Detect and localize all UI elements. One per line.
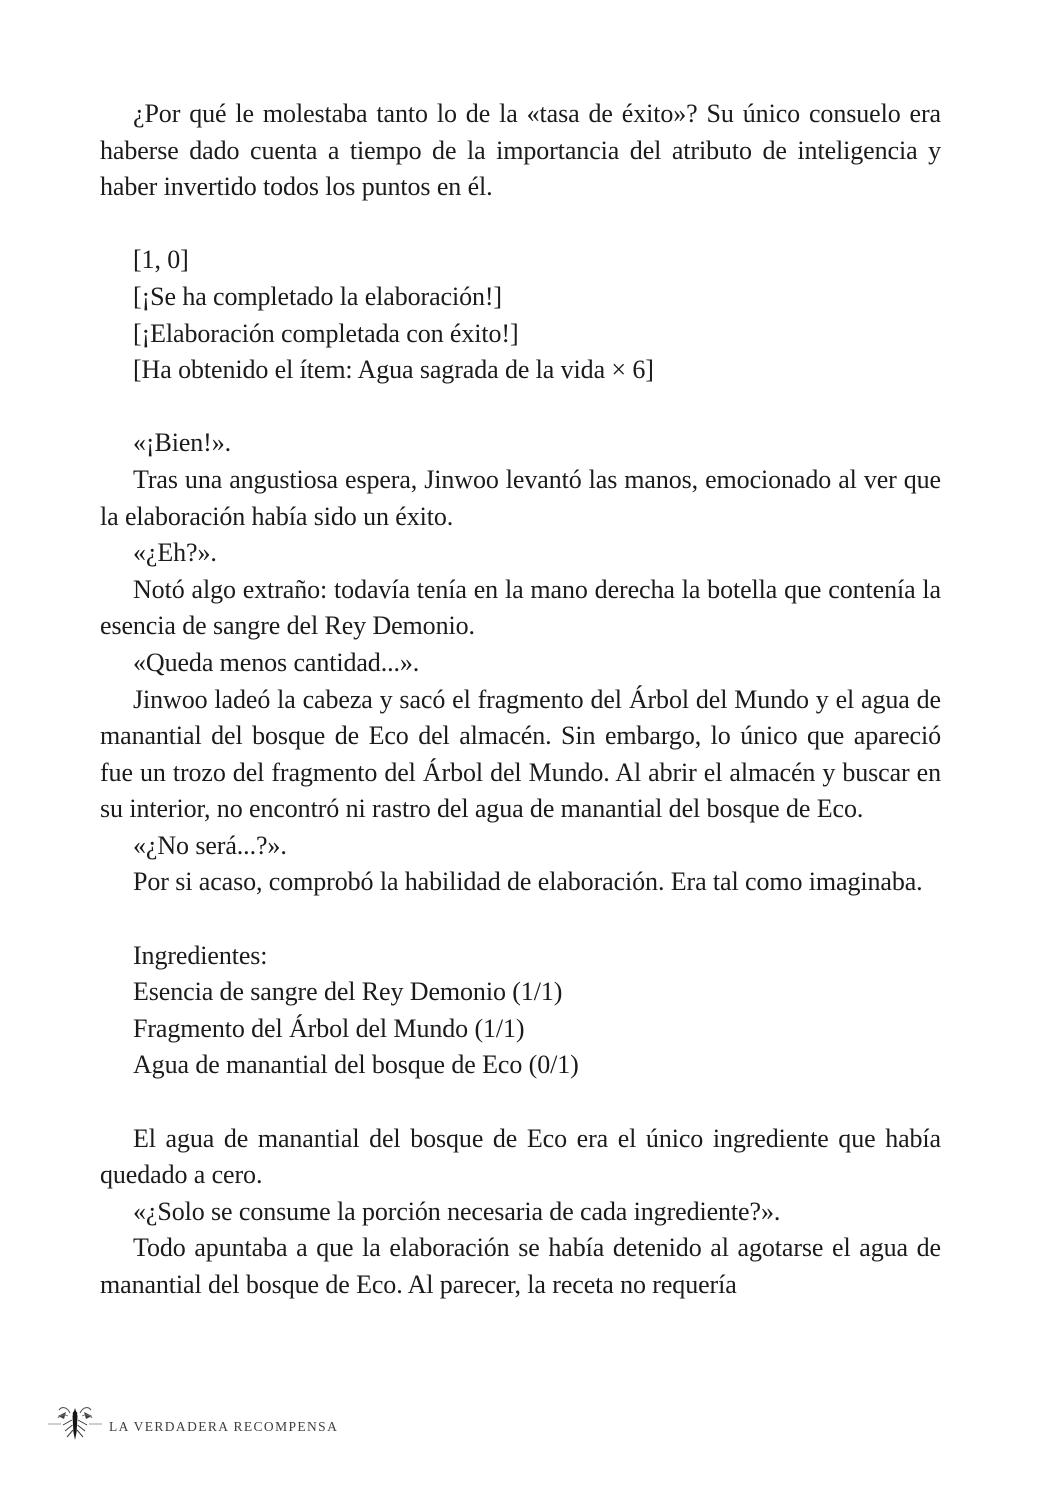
page-text-column [100,96,941,1304]
dialogue-line: «Queda menos cantidad...». [133,647,420,677]
running-footer-chapter-title: LA VERDADERA RECOMPENSA [109,1419,339,1434]
page-footer [48,1403,338,1445]
system-message-line: [Ha obtenido el ítem: Agua sagrada de la vida × 6] [133,355,654,385]
paragraph-gap [100,206,941,243]
narrative-paragraph: Tras una angustiosa espera, Jinwoo levantó las manos, emocionado al ver que la elaboración había sido un éxito. [100,464,941,531]
ingredients-header-line: Ingredientes: [133,940,268,970]
narrative-paragraph: El agua de manantial del bosque de Eco era el único ingrediente que había quedado a cero. [100,1123,941,1190]
dialogue-line: «¿No será...?». [133,830,287,860]
system-message-line: [¡Se ha completado la elaboración!] [133,281,502,311]
narrative-paragraph: Notó algo extraño: todavía tenía en la mano derecha la botella que contenía la esencia de sangre del Rey Demonio. [100,574,941,641]
paragraph-gap [100,389,941,426]
dialogue-line: «¿Solo se consume la porción necesaria de cada ingrediente?». [133,1196,781,1226]
system-message-line: [1, 0] [133,245,189,275]
ingredient-line: Fragmento del Árbol del Mundo (1/1) [133,1013,525,1043]
narrative-paragraph: Todo apuntaba a que la elaboración se había detenido al agotarse el agua de manantial del bosque de Eco. Al parecer, la receta no requería [100,1233,941,1299]
paragraph-gap [100,901,941,938]
narrative-paragraph: Por si acaso, comprobó la habilidad de elaboración. Era tal como imaginaba. [133,867,923,897]
system-message-line: [¡Elaboración completada con éxito!] [133,318,519,348]
narrative-paragraph: Jinwoo ladeó la cabeza y sacó el fragmento del Árbol del Mundo y el agua de manantial del bosque de Eco del almacén. Sin embargo, lo único que apareció fue un trozo del fragmento del Árbol del Mundo. Al abrir el almacén y buscar en su interior, no encontró ni rastro del agua de manantial del bosque de Eco. [100,684,941,824]
ingredient-line: Esencia de sangre del Rey Demonio (1/1) [133,977,563,1007]
dialogue-line: «¿Eh?». [133,538,217,568]
paragraph-gap [100,1084,941,1121]
opening-paragraph: ¿Por qué le molestaba tanto lo de la «tasa de éxito»? Su único consuelo era haberse dado cuenta a tiempo de la importancia del atributo de inteligencia y haber invertido todos los puntos en él. [100,99,941,202]
winged-dagger-ornament-icon [48,1404,102,1444]
ingredient-line: Agua de manantial del bosque de Eco (0/1) [133,1050,579,1080]
dialogue-line: «¡Bien!». [133,428,232,458]
